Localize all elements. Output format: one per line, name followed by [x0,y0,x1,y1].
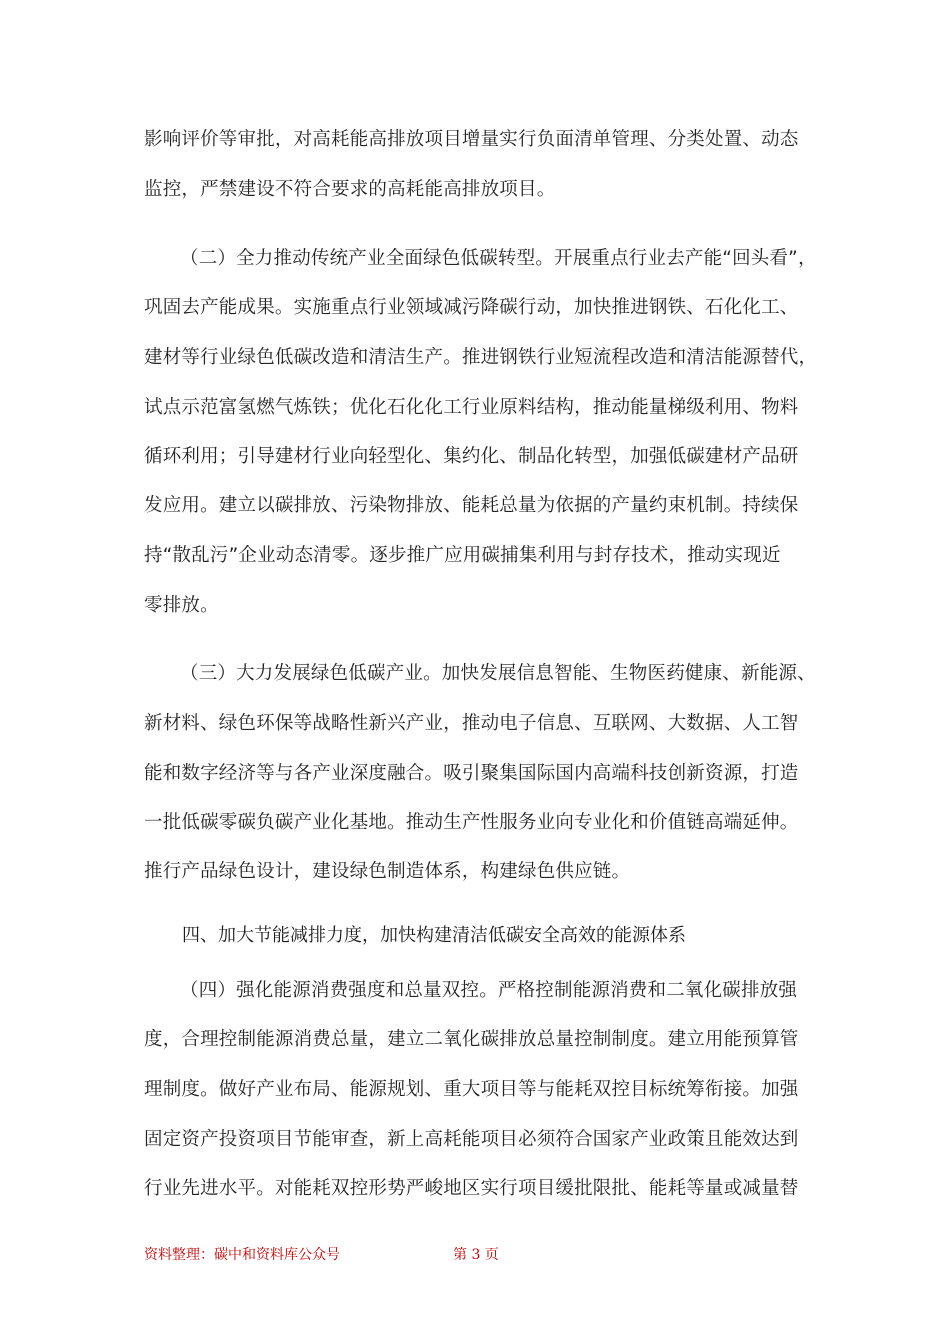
paragraph-line: 零排放。 [144,595,219,616]
paragraph-line: 持“散乱污”企业动态清零。逐步推广应用碳捕集利用与封存技术，推动实现近 [144,545,781,566]
paragraph-line: 理制度。做好产业布局、能源规划、重大项目等与能耗双控目标统筹衔接。加强 [144,1079,799,1100]
paragraph-line: （二）全力推动传统产业全面绿色低碳转型。开展重点行业去产能“回头看”， [180,248,817,269]
paragraph-line: 新材料、绿色环保等战略性新兴产业，推动电子信息、互联网、大数据、人工智 [144,713,799,734]
paragraph-line: 行业先进水平。对能耗双控形势严峻地区实行项目缓批限批、能耗等量或减量替 [144,1178,799,1199]
paragraph-line: 能和数字经济等与各产业深度融合。吸引聚集国际国内高端科技创新资源，打造 [144,763,799,784]
paragraph-line: 一批低碳零碳负碳产业化基地。推动生产性服务业向专业化和价值链高端延伸。 [144,812,799,833]
footer-source: 资料整理：碳中和资料库公众号 [144,1247,340,1263]
paragraph-line: 循环利用；引导建材行业向轻型化、集约化、制品化转型，加强低碳建材产品研 [144,446,799,467]
section-heading: 四、加大节能减排力度，加快构建清洁低碳安全高效的能源体系 [182,925,686,946]
paragraph-line: （三）大力发展绿色低碳产业。加快发展信息智能、生物医药健康、新能源、 [180,663,816,684]
paragraph-line: 固定资产投资项目节能审查，新上高耗能项目必须符合国家产业政策且能效达到 [144,1129,799,1150]
paragraph-line: 试点示范富氢燃气炼铁；优化石化化工行业原料结构，推动能量梯级利用、物料 [144,397,799,418]
paragraph-line: 度，合理控制能源消费总量，建立二氧化碳排放总量控制制度。建立用能预算管 [144,1029,799,1050]
paragraph-line: 发应用。建立以碳排放、污染物排放、能耗总量为依据的产量约束机制。持续保 [144,495,799,516]
paragraph-line: 影响评价等审批，对高耗能高排放项目增量实行负面清单管理、分类处置、动态 [144,129,799,150]
paragraph-line: 巩固去产能成果。实施重点行业领域减污降碳行动，加快推进钢铁、石化化工、 [144,297,799,318]
paragraph-line: 推行产品绿色设计，建设绿色制造体系，构建绿色供应链。 [144,861,631,882]
paragraph-line: （四）强化能源消费强度和总量双控。严格控制能源消费和二氧化碳排放强 [180,980,798,1001]
paragraph-line: 监控，严禁建设不符合要求的高耗能高排放项目。 [144,179,556,200]
paragraph-line: 建材等行业绿色低碳改造和清洁生产。推进钢铁行业短流程改造和清洁能源替代， [144,347,818,368]
page-number: 第 3 页 [453,1247,499,1263]
